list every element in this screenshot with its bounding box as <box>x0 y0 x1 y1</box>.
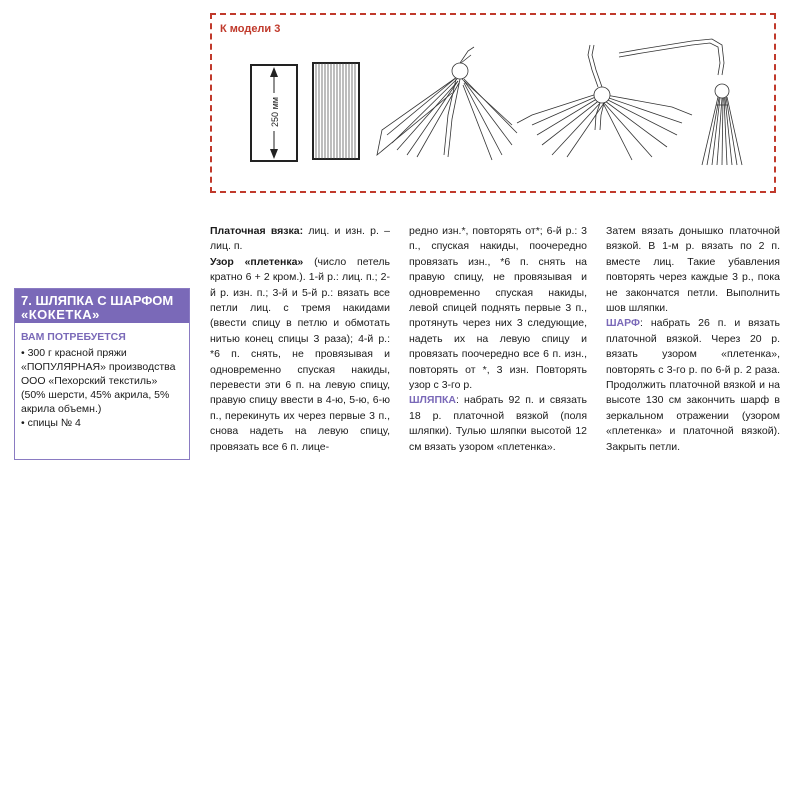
paragraph-garter-stitch <box>210 224 390 255</box>
text-column-2 <box>409 224 587 455</box>
materials-section <box>15 323 189 430</box>
paragraph-hat-crown: Затем вязать донышко платочной вязкой. В 1-м р. вязать по 2 п. вместе лиц. Такие убавления повторять через каждые 3 р., пока не закончатся петли. Выполнить шов шляпки. <box>606 225 780 315</box>
paragraph-scarf <box>606 316 780 455</box>
model-header <box>15 289 189 323</box>
section-hat: ШЛЯПКА <box>409 394 457 407</box>
text-column-3 <box>606 224 780 455</box>
paragraph-pattern-continued: редно изн.*, повторять от*; 6-й р.: 3 п., спуская накиды, поочередно провязать изн., *6 п. снять на правую спицу, не провязывая и одновременно спуская накиды, левой спицей поднять первые 3 п., протянуть через них 3 следующие, надеть их на левую спицу и провязать поочередно все 6 п. изн., повторять от *, 3 изн. Повторять узор с 3-го р. <box>409 225 587 392</box>
tassel-step-1 <box>377 47 517 160</box>
paragraph-braid-pattern <box>210 255 390 455</box>
materials-heading: ВАМ ПОТРЕБУЕТСЯ <box>21 331 126 343</box>
model-name: «КОКЕТКА» <box>21 307 100 322</box>
figure-title: К модели 3 <box>220 23 281 35</box>
scarf-text: : набрать 26 п. и вязать платочной вязкой. Через 20 р. вязать узором «плетенка», повторять с 3-го р. по 6-й р. 2 раза. Продолжить платочной вязкой и на высоте 130 см закончить шарф в зеркальном отражении (узором «плетенка» и платочной вязкой). Закрыть петли. <box>606 317 780 453</box>
material-yarn: • 300 г красной пряжи «ПОПУЛЯРНАЯ» производства ООО «Пехорский текстиль» (50% шерсти, 45% акрила, 5% акрила объемн.) <box>21 347 176 415</box>
tassel-step-2 <box>517 45 692 160</box>
tassel-illustration <box>212 15 774 191</box>
figure-frame <box>210 13 776 193</box>
term-garter-stitch: Платочная вязка: <box>210 225 304 237</box>
text-column-1 <box>210 224 390 455</box>
dimension-label: 250 мм <box>270 97 280 127</box>
model-info-box <box>14 288 190 460</box>
garter-stitch-text: лиц. и изн. р. – лиц. п. <box>210 225 390 253</box>
material-needles: • спицы № 4 <box>21 417 81 429</box>
model-title: 7. ШЛЯПКА С ШАРФОМ <box>21 293 174 308</box>
hat-text: : набрать 92 п. и связать 18 р. платочной вязкой (поля шляпки). Тулью шляпки высотой 12 см вязать узором «плетенка». <box>409 394 587 453</box>
term-braid-pattern: Узор «плетенка» <box>210 255 304 268</box>
tassel-finished <box>619 39 742 165</box>
section-scarf: ШАРФ <box>606 317 640 330</box>
braid-pattern-text: (число петель кратно 6 + 2 кром.). 1-й р.: лиц. п.; 2-й р. изн. п.; 3-й и 5-й р.: вязать все петли лиц. с тремя накидами (ввести спицу в петлю и обмотать нитью конец спицы 3 раза); 4-й р.: *6 п. снять, не провязывая и одновременно спуская накиды, перевести эти 6 п. на левую спицу, правую спицу ввести в 4-ю, 5-ю, 6-ю п., перекинуть их через первые 3 п., снова надеть на левую спицу, провязать все 6 п. лице- <box>210 255 390 453</box>
paragraph-hat <box>409 393 587 455</box>
